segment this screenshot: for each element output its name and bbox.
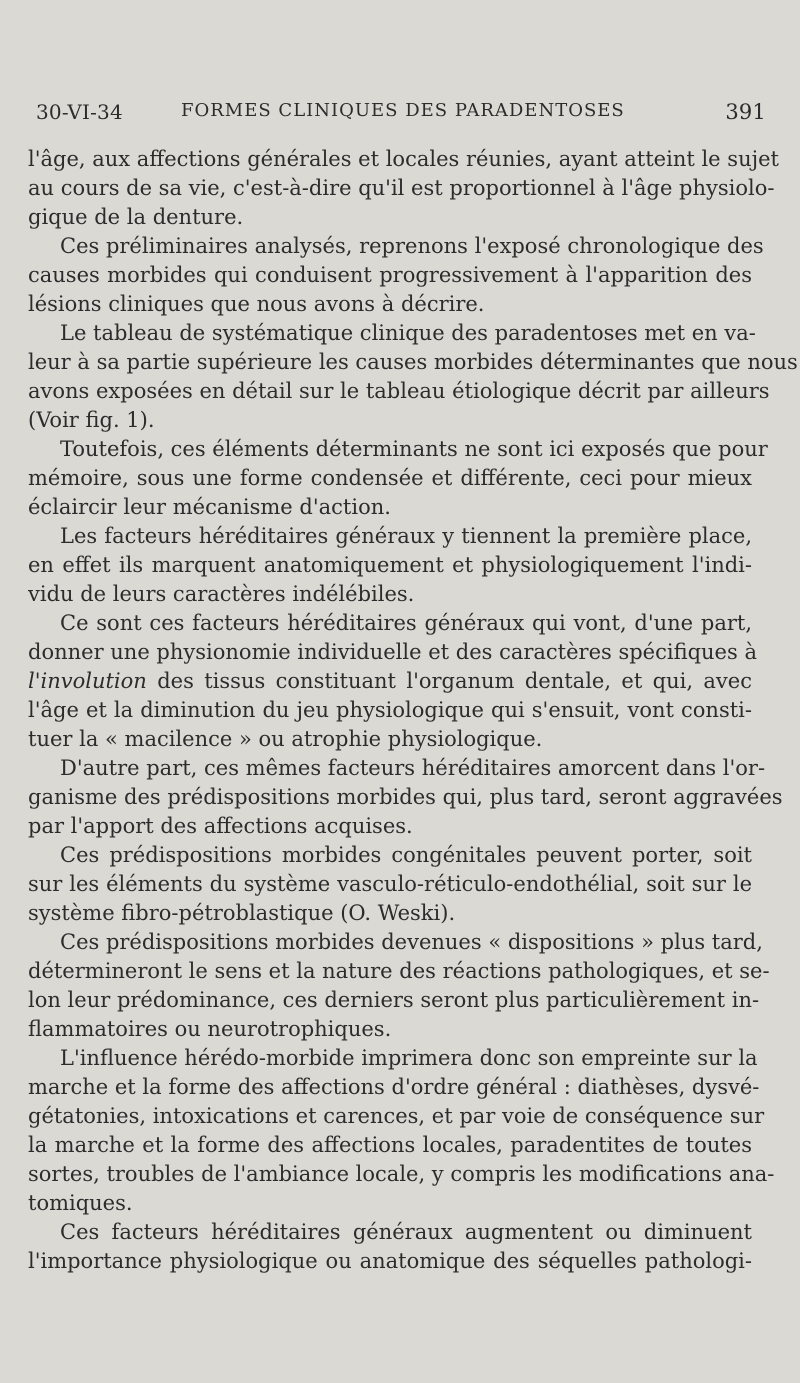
text-line: la marche et la forme des affections locales, paradentites de toutes — [28, 1133, 752, 1157]
text-line: Le tableau de systématique clinique des paradentoses met en va- — [60, 321, 756, 345]
text-line: sortes, troubles de l'ambiance locale, y compris les modifications ana- — [28, 1162, 775, 1186]
text-line: marche et la forme des affections d'ordre général : diathèses, dysvé- — [28, 1075, 760, 1099]
text-line: système fibro-pétroblastique (O. Weski). — [28, 901, 456, 925]
text-line: Ces facteurs héréditaires généraux augmentent ou diminuent — [60, 1220, 752, 1244]
text-line: causes morbides qui conduisent progressivement à l'apparition des — [28, 263, 752, 287]
text-line: flammatoires ou neurotrophiques. — [28, 1017, 392, 1041]
text-line: L'influence hérédo-morbide imprimera donc son empreinte sur la — [60, 1046, 758, 1070]
header-date: 30-VI-34 — [36, 100, 123, 124]
paragraph — [28, 232, 764, 319]
paragraph — [28, 841, 752, 928]
text-line: l'âge, aux affections générales et locales réunies, ayant atteint le sujet — [28, 147, 779, 171]
text-line: en effet ils marquent anatomiquement et physiologiquement l'indi- — [28, 553, 752, 577]
text-line: Ces préliminaires analysés, reprenons l'exposé chronologique des — [60, 234, 764, 258]
text-line: tomiques. — [28, 1191, 133, 1215]
paragraph — [28, 319, 798, 435]
paragraph — [28, 1044, 775, 1218]
italic-term: l'involution — [28, 669, 147, 693]
text-fragment: des tissus constituant l'organum dentale, et qui, avec — [146, 669, 752, 693]
text-line: leur à sa partie supérieure les causes morbides déterminantes que nous — [28, 350, 798, 374]
text-line: éclaircir leur mécanisme d'action. — [28, 495, 391, 519]
running-header — [36, 100, 766, 130]
text-line: D'autre part, ces mêmes facteurs héréditaires amorcent dans l'or- — [60, 756, 766, 780]
paragraph — [28, 609, 757, 754]
text-line: mémoire, sous une forme condensée et différente, ceci pour mieux — [28, 466, 752, 490]
text-line-with-italic — [28, 667, 752, 696]
text-line: Toutefois, ces éléments déterminants ne sont ici exposés que pour — [60, 437, 768, 461]
paragraph — [28, 522, 752, 609]
text-line: gétatonies, intoxications et carences, et par voie de conséquence sur — [28, 1104, 765, 1128]
text-line: (Voir fig. 1). — [28, 408, 155, 432]
text-line: l'importance physiologique ou anatomique des séquelles pathologi- — [28, 1249, 752, 1273]
text-line: détermineront le sens et la nature des réactions pathologiques, et se- — [28, 959, 770, 983]
paragraph — [28, 928, 770, 1044]
page-number: 391 — [725, 100, 766, 124]
text-line: Les facteurs héréditaires généraux y tiennent la première place, — [60, 524, 752, 548]
text-line: lon leur prédominance, ces derniers seront plus particulièrement in- — [28, 988, 760, 1012]
text-line: par l'apport des affections acquises. — [28, 814, 413, 838]
text-line: au cours de sa vie, c'est-à-dire qu'il est proportionnel à l'âge physiolo- — [28, 176, 775, 200]
text-line: Ces prédispositions morbides devenues « dispositions » plus tard, — [60, 930, 763, 954]
text-line: avons exposées en détail sur le tableau étiologique décrit par ailleurs — [28, 379, 770, 403]
text-line: donner une physionomie individuelle et des caractères spécifiques à — [28, 640, 757, 664]
text-line: Ces prédispositions morbides congénitales peuvent porter, soit — [60, 843, 752, 867]
text-line: gique de la denture. — [28, 205, 244, 229]
running-title: FORMES CLINIQUES DES PARADENTOSES — [181, 100, 625, 121]
text-line: vidu de leurs caractères indélébiles. — [28, 582, 415, 606]
text-line: tuer la « macilence » ou atrophie physiologique. — [28, 727, 543, 751]
text-line: Ce sont ces facteurs héréditaires généraux qui vont, d'une part, — [60, 611, 752, 635]
paragraph — [28, 1218, 752, 1276]
body-text — [28, 145, 798, 1276]
text-line: l'âge et la diminution du jeu physiologique qui s'ensuit, vont consti- — [28, 698, 752, 722]
text-line: lésions cliniques que nous avons à décrire. — [28, 292, 485, 316]
paragraph — [28, 435, 768, 522]
text-line: sur les éléments du système vasculo-réticulo-endothélial, soit sur le — [28, 872, 752, 896]
paragraph — [28, 145, 779, 232]
paragraph — [28, 754, 783, 841]
text-line: ganisme des prédispositions morbides qui, plus tard, seront aggravées — [28, 785, 783, 809]
